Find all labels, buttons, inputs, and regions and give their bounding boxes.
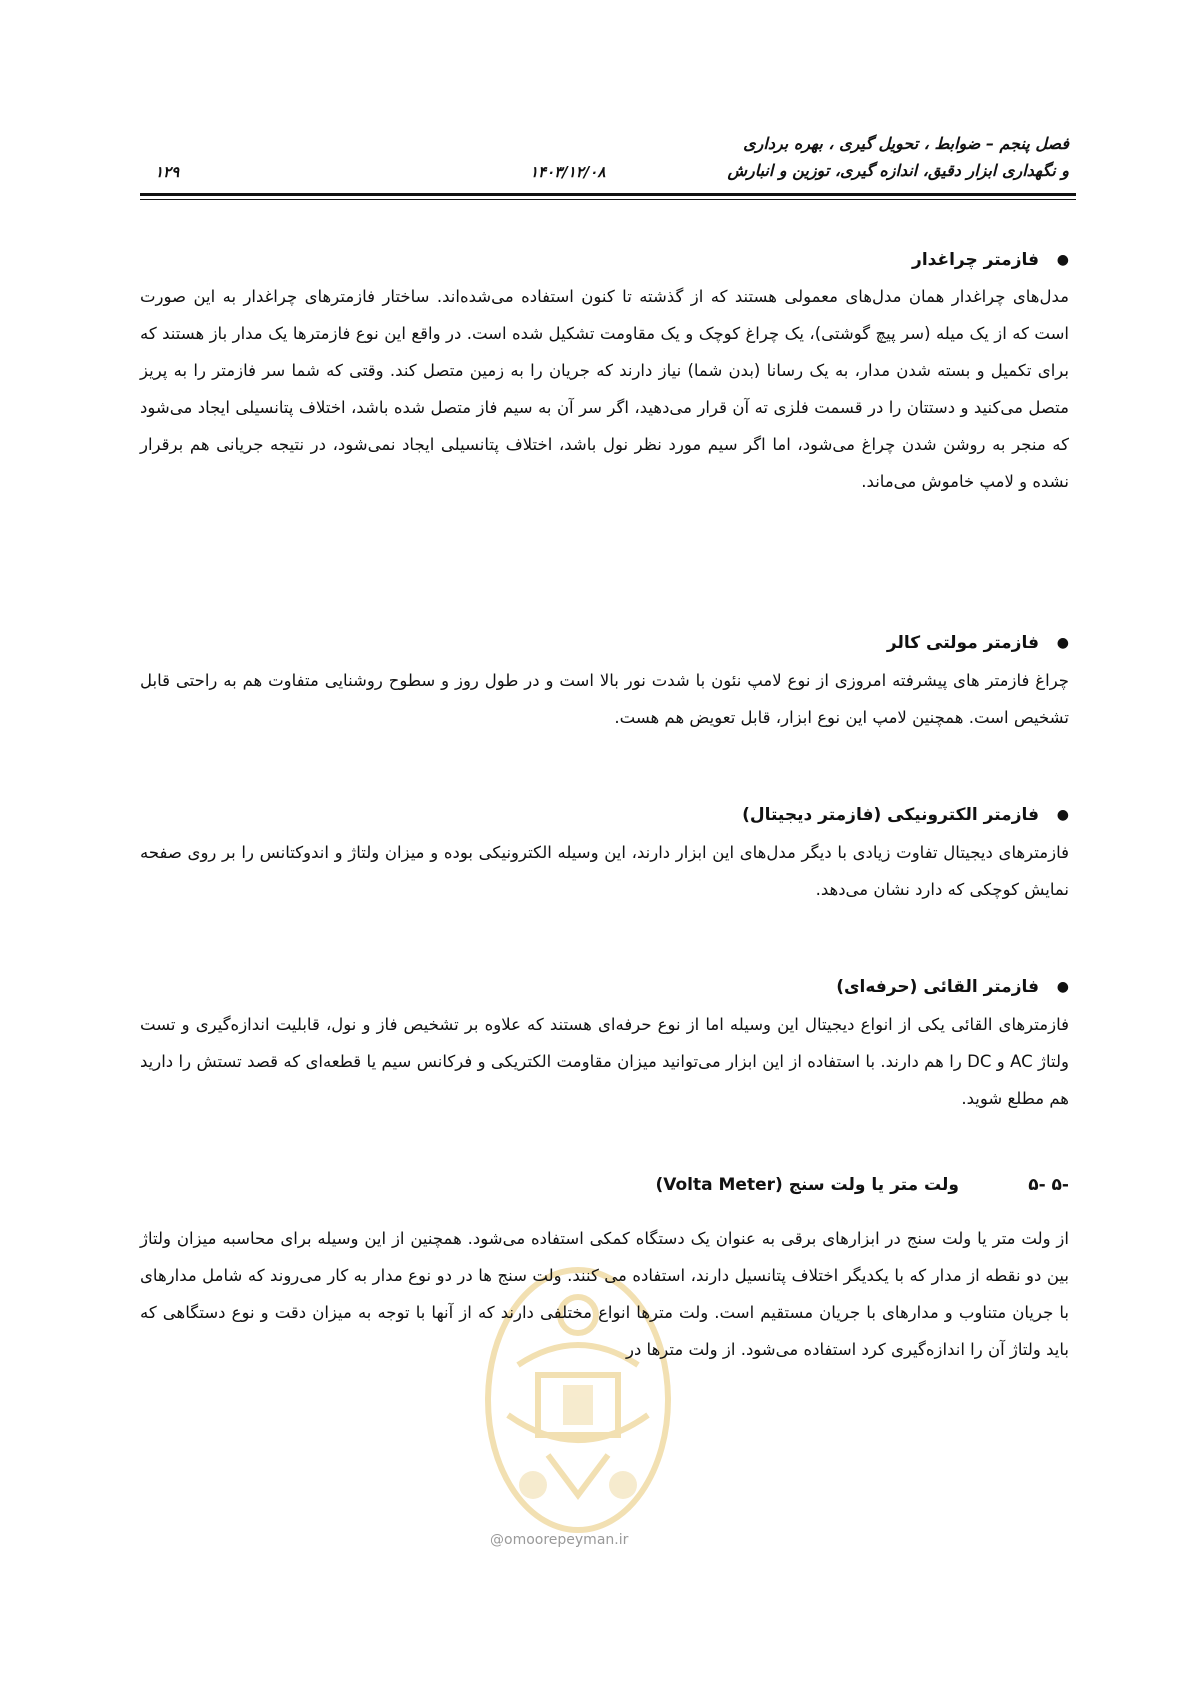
header-rule-thick bbox=[140, 193, 1076, 196]
section-heading bbox=[140, 972, 1069, 1002]
section-heading bbox=[140, 628, 1069, 658]
section-paragraph: مدل‌های چراغدار همان مدل‌های معمولی هستند که از گذشته تا کنون استفاده می‌شده‌اند. ساختار فازمترهای چراغدار به این صورت است که از یک میله (سر پیچ گوشتی)، یک چراغ کوچک و یک مقاومت تشکیل شده است. در واقع این نوع فازمترها یک مدار باز هستند که برای تکمیل و بسته شدن مدار، به یک رسانا (بدن شما) نیاز دارند که جریان را به زمین متصل کند. وقتی که شما سر فازمتر را به پریز متصل می‌کنید و دستتان را در قسمت فلزی ته آن قرار می‌دهید، اگر سر آن به سیم فاز متصل شده باشد، اختلاف پتانسیلی ایجاد می‌شود که منجر به روشن شدن چراغ می‌شود، اما اگر سیم مورد نظر نول باشد، اختلاف پتانسیلی ایجاد نمی‌شود، در نتیجه جریانی هم برقرار نشده و لامپ خاموش می‌ماند. bbox=[140, 287, 1069, 491]
section-paragraph: چراغ فازمتر های پیشرفته امروزی از نوع لامپ نئون با شدت نور بالا است و در طول روز و سطوح روشنایی متفاوت هم به راحتی قابل تشخیص است. همچنین لامپ این نوع ابزار، قابل تعویض هم هست. bbox=[140, 671, 1069, 727]
bullet-icon: ● bbox=[1056, 252, 1069, 268]
section-1 bbox=[140, 245, 1069, 500]
watermark-site: @omoorepeyman.ir bbox=[490, 1532, 629, 1548]
page-number: ۱۲۹ bbox=[155, 163, 180, 181]
page-header bbox=[150, 128, 1069, 198]
section-3 bbox=[140, 800, 1069, 908]
header-rule-thin bbox=[140, 199, 1076, 200]
section-heading-text: فازمتر مولتی کالر bbox=[886, 633, 1039, 653]
numbered-heading bbox=[140, 1170, 1069, 1200]
section-2 bbox=[140, 628, 1069, 736]
chapter-title: فصل پنجم – ضوابط ، تحویل گیری ، بهره برداری bbox=[743, 134, 1069, 153]
bullet-icon: ● bbox=[1056, 807, 1069, 823]
section-5-5 bbox=[140, 1170, 1069, 1368]
bullet-icon: ● bbox=[1056, 635, 1069, 651]
section-heading-text: فازمتر الکترونیکی (فازمتر دیجیتال) bbox=[742, 805, 1039, 825]
section-number: ۵- ۵- bbox=[1028, 1175, 1069, 1195]
section-heading-text: فازمتر چراغدار bbox=[912, 250, 1039, 270]
section-paragraph: فازمترهای دیجیتال تفاوت زیادی با دیگر مدل‌های این ابزار دارند، این وسیله الکترونیکی بوده و میزان ولتاژ و اندوکتانس را بر روی صفحه نمایش کوچکی که دارد نشان می‌دهد. bbox=[140, 843, 1069, 899]
section-4 bbox=[140, 972, 1069, 1117]
section-paragraph: از ولت متر یا ولت سنج در ابزارهای برقی به عنوان یک دستگاه کمکی استفاده می‌شود. همچنین از این وسیله برای محاسبه میزان ولتاژ بین دو نقطه از مدار که با یکدیگر اختلاف پتانسیل دارند، استفاده می کنند. ولت سنج ها در دو نوع مدار به کار می‌روند که شامل مدارهای با جریان متناوب و مدارهای با جریان مستقیم است. ولت مترها انواع مختلفی دارند که از آنها با توجه به میزان دقت و نوع دستگاهی که باید ولتاژ آن را اندازه‌گیری کرد استفاده می‌شود. از ولت مترها در bbox=[140, 1229, 1069, 1359]
header-date: ۱۴۰۳/۱۲/۰۸ bbox=[530, 163, 606, 181]
chapter-subtitle: و نگهداری ابزار دقیق، اندازه گیری، توزین و انبارش bbox=[727, 161, 1069, 180]
bullet-icon: ● bbox=[1056, 979, 1069, 995]
section-paragraph: فازمترهای القائی یکی از انواع دیجیتال این وسیله اما از نوع حرفه‌ای هستند که علاوه بر تشخیص فاز و نول، قابلیت اندازه‌گیری و تست ولتاژ AC و DC را هم دارند. با استفاده از این ابزار می‌توانید میزان مقاومت الکتریکی و فرکانس سیم یا قطعه‌ای که قصد تستش را دارید هم مطلع شوید. bbox=[140, 1015, 1069, 1108]
section-title: ولت متر یا ولت سنج (Volta Meter) bbox=[655, 1175, 959, 1195]
section-heading bbox=[140, 245, 1069, 275]
section-heading bbox=[140, 800, 1069, 830]
section-heading-text: فازمتر القائی (حرفه‌ای) bbox=[836, 977, 1039, 997]
